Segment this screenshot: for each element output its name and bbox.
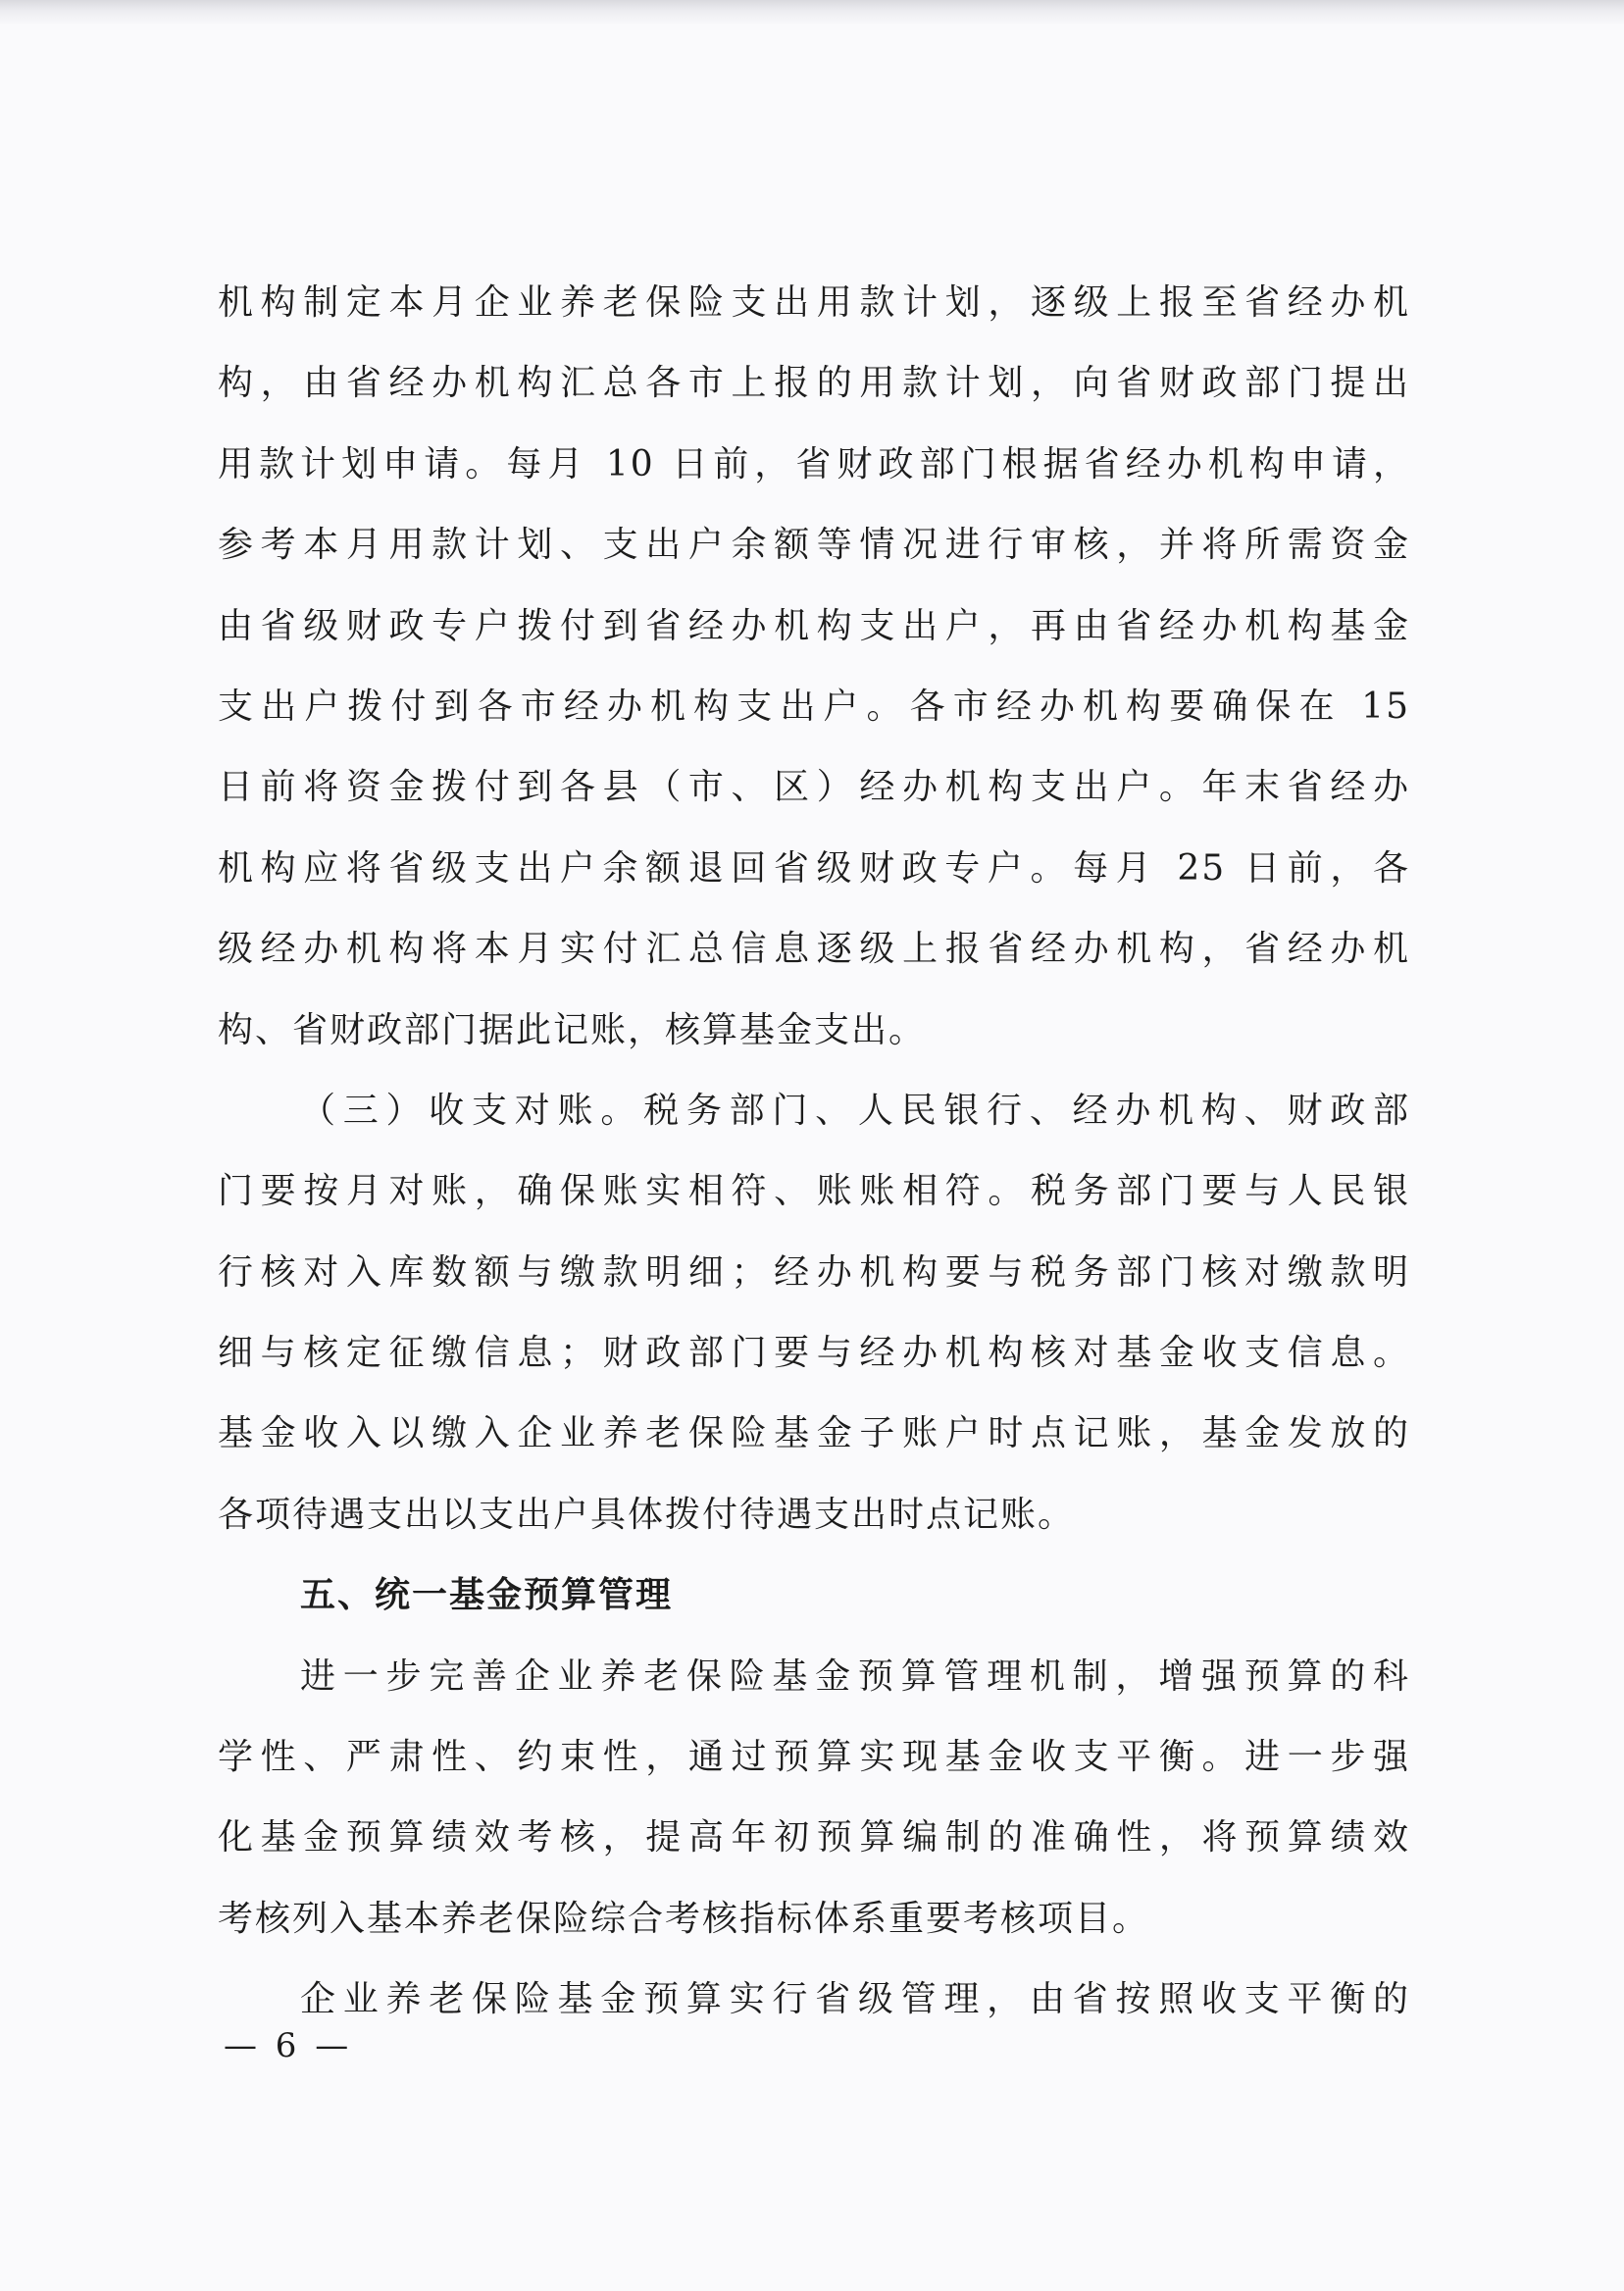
text-line: 构、省财政部门据此记账，核算基金支出。 <box>218 1009 927 1050</box>
text-line: 构，由省经办机构汇总各市上报的用款计划，向省财政部门提出 <box>218 363 1410 404</box>
text-line: 参考本月用款计划、支出户余额等情况进行审核，并将所需资金 <box>218 525 1410 566</box>
subsection-line: （三）收支对账。税务部门、人民银行、经办机构、财政部 <box>300 1090 1410 1131</box>
text-line: 化基金预算绩效考核，提高年初预算编制的准确性，将预算绩效 <box>218 1817 1410 1858</box>
page-number: — 6 — <box>224 2026 353 2065</box>
text-line: 考核列入基本养老保险综合考核指标体系重要考核项目。 <box>218 1898 1150 1939</box>
text-line: 机构应将省级支出户余额退回省级财政专户。每月 25 日前，各 <box>218 847 1410 889</box>
text-line: 门要按月对账，确保账实相符、账账相符。税务部门要与人民银 <box>218 1171 1410 1212</box>
text-line: 进一步完善企业养老保险基金预算管理机制，增强预算的科 <box>300 1655 1410 1697</box>
text-line: 支出户拨付到各市经办机构支出户。各市经办机构要确保在 15 <box>218 686 1410 727</box>
text-line: 行核对入库数额与缴款明细；经办机构要与税务部门核对缴款明 <box>218 1251 1410 1293</box>
scan-top-edge <box>0 0 1624 25</box>
text-line: 机构制定本月企业养老保险支出用款计划，逐级上报至省经办机 <box>218 282 1410 323</box>
text-line: 级经办机构将本月实付汇总信息逐级上报省经办机构，省经办机 <box>218 929 1410 970</box>
text-line: 各项待遇支出以支出户具体拨付待遇支出时点记账。 <box>218 1494 1076 1535</box>
text-line: 企业养老保险基金预算实行省级管理，由省按照收支平衡的 <box>300 1979 1410 2020</box>
text-line: 用款计划申请。每月 10 日前，省财政部门根据省经办机构申请， <box>218 443 1410 484</box>
text-line: 学性、严肃性、约束性，通过预算实现基金收支平衡。进一步强 <box>218 1737 1410 1778</box>
body-text <box>218 263 1410 2041</box>
text-line: 细与核定征缴信息；财政部门要与经办机构核对基金收支信息。 <box>218 1333 1410 1374</box>
section-heading: 五、统一基金预算管理 <box>300 1575 674 1616</box>
text-line: 由省级财政专户拨付到省经办机构支出户，再由省经办机构基金 <box>218 605 1410 646</box>
text-line: 日前将资金拨付到各县（市、区）经办机构支出户。年末省经办 <box>218 767 1410 808</box>
text-line: 基金收入以缴入企业养老保险基金子账户时点记账，基金发放的 <box>218 1413 1410 1454</box>
